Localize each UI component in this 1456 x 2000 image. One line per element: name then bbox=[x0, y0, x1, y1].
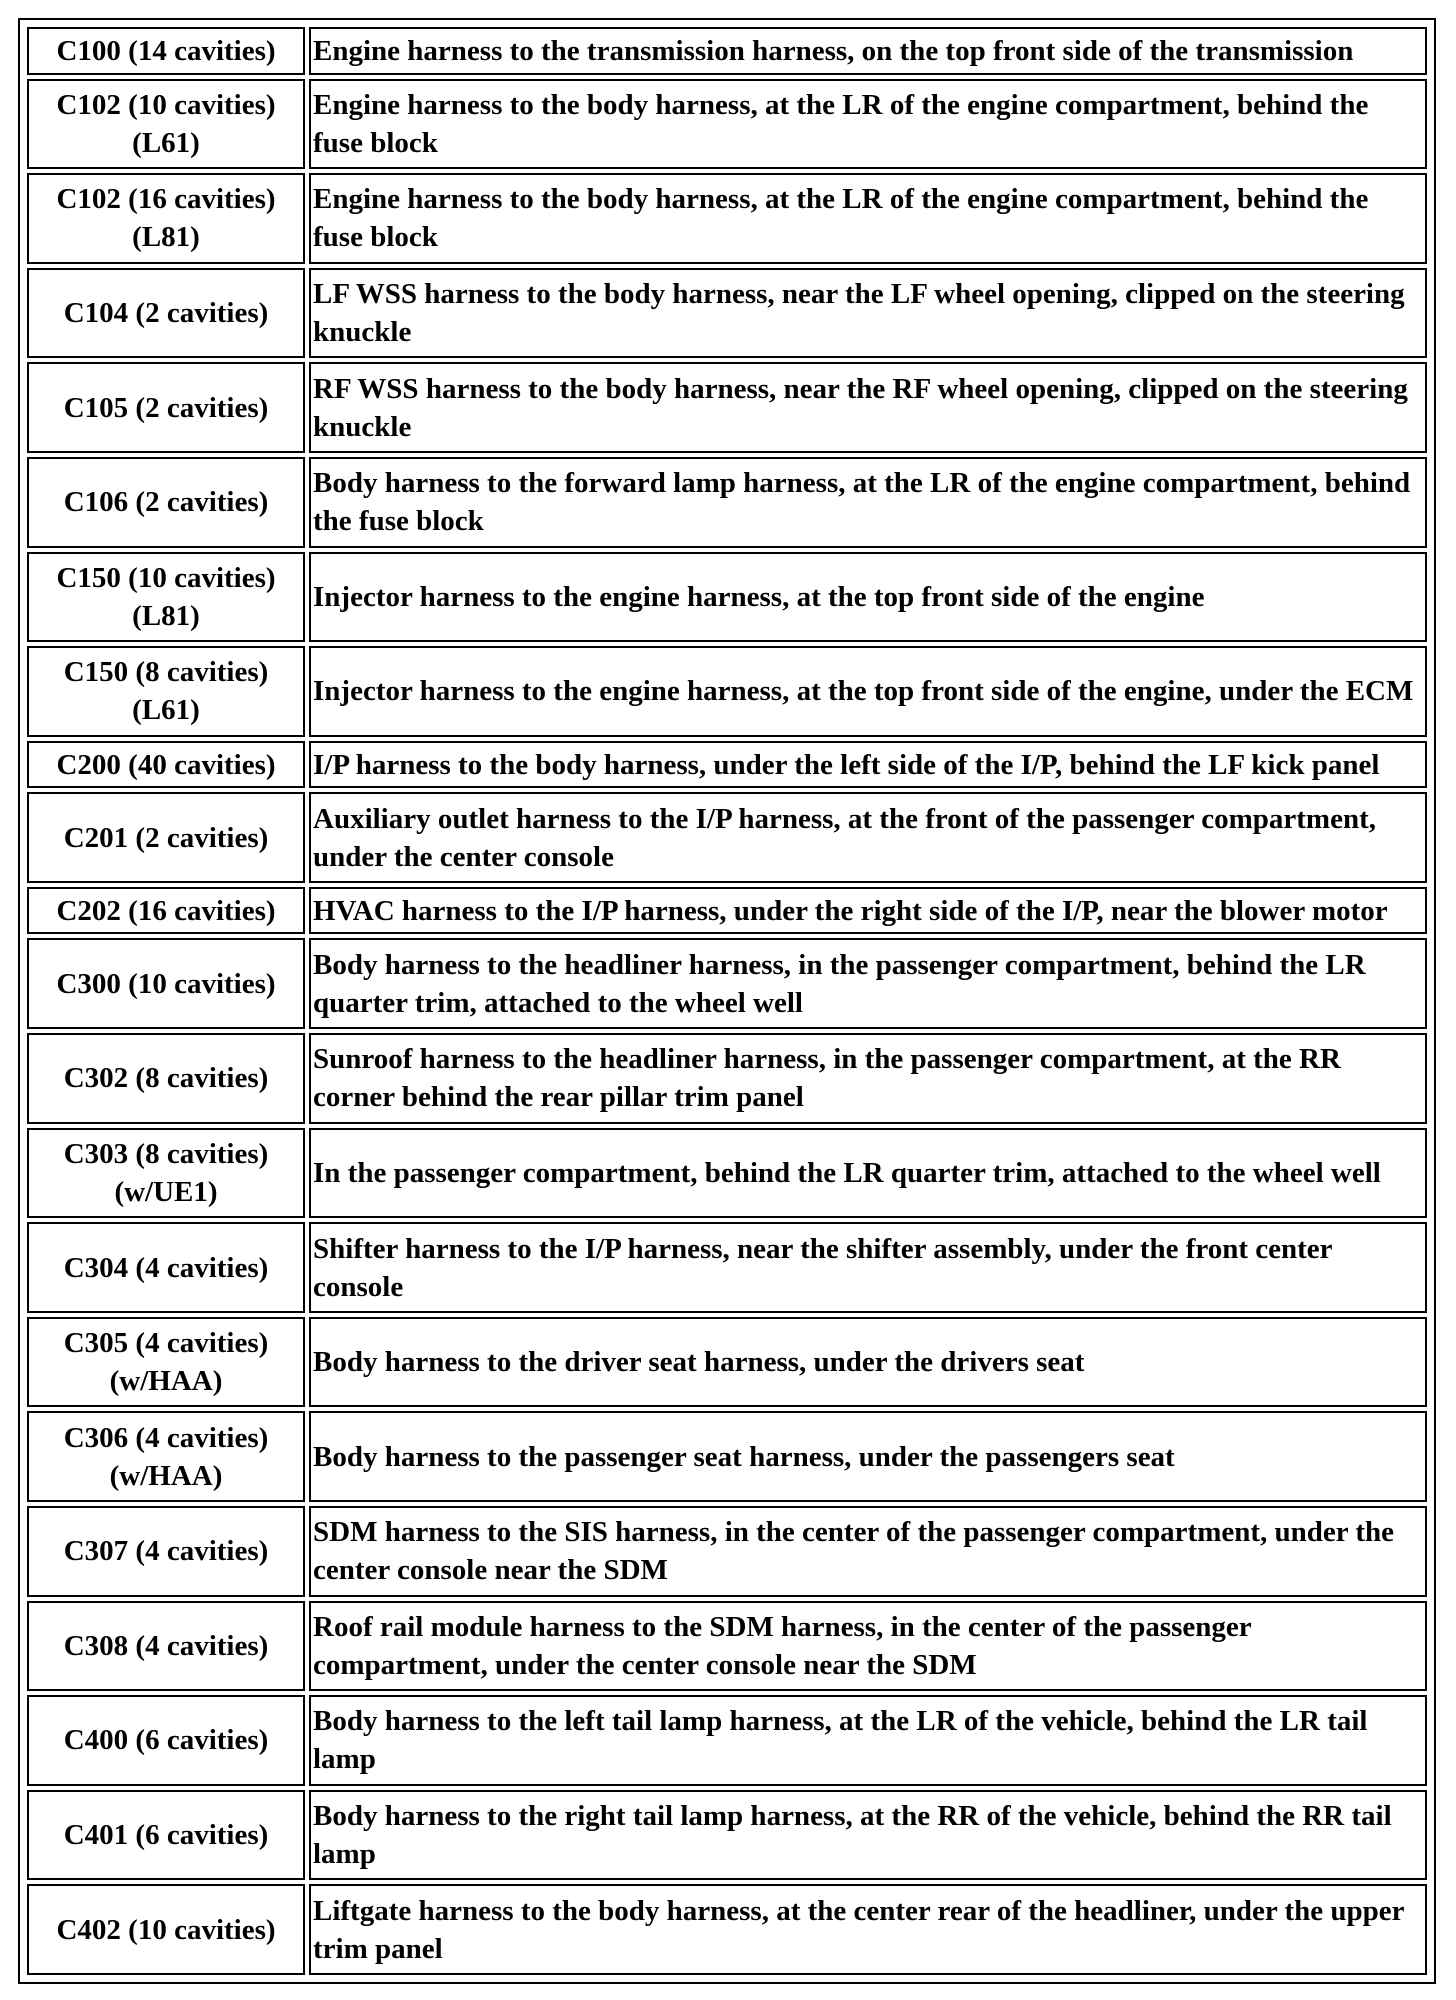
connector-location: In the passenger compartment, behind the LR quarter trim, attached to the wheel well bbox=[309, 1128, 1427, 1219]
connector-id-cell bbox=[27, 1790, 305, 1881]
table-row bbox=[27, 1222, 1427, 1313]
connector-id-cell bbox=[27, 552, 305, 643]
connector-id: C100 (14 cavities) bbox=[56, 34, 276, 67]
connector-id: C402 (10 cavities) bbox=[56, 1913, 276, 1946]
connector-id-cell bbox=[27, 362, 305, 453]
connector-id: C200 (40 cavities) bbox=[56, 748, 276, 781]
table-row bbox=[27, 79, 1427, 170]
connector-id: C104 (2 cavities) bbox=[63, 297, 269, 330]
table-row bbox=[27, 887, 1427, 935]
connector-id: C150 (10 cavities) bbox=[56, 561, 276, 594]
table-row bbox=[27, 792, 1427, 883]
connector-option: (L81) bbox=[132, 221, 200, 254]
connector-location: Engine harness to the transmission harness, on the top front side of the transmission bbox=[309, 27, 1427, 75]
connector-location: Body harness to the passenger seat harness, under the passengers seat bbox=[309, 1411, 1427, 1502]
connector-id-cell bbox=[27, 938, 305, 1029]
table-row bbox=[27, 173, 1427, 264]
table-row bbox=[27, 1884, 1427, 1975]
table-row bbox=[27, 1695, 1427, 1786]
connector-id: C304 (4 cavities) bbox=[63, 1251, 269, 1284]
table-row bbox=[27, 1506, 1427, 1597]
connector-location: Injector harness to the engine harness, at the top front side of the engine bbox=[309, 552, 1427, 643]
connector-option: (w/UE1) bbox=[114, 1175, 218, 1208]
connector-id: C105 (2 cavities) bbox=[63, 391, 269, 424]
connector-option: (L61) bbox=[132, 126, 200, 159]
connector-id: C308 (4 cavities) bbox=[63, 1629, 269, 1662]
connector-option: (L61) bbox=[132, 694, 200, 727]
connector-location: Auxiliary outlet harness to the I/P harness, at the front of the passenger compartment, under the center console bbox=[309, 792, 1427, 883]
connector-id: C302 (8 cavities) bbox=[63, 1062, 269, 1095]
connector-id: C150 (8 cavities) bbox=[63, 656, 269, 689]
connector-location: Shifter harness to the I/P harness, near the shifter assembly, under the front center console bbox=[309, 1222, 1427, 1313]
connector-option: (w/HAA) bbox=[109, 1365, 223, 1398]
connector-table bbox=[23, 23, 1431, 1979]
connector-id: C303 (8 cavities) bbox=[63, 1137, 269, 1170]
connector-id: C102 (10 cavities) bbox=[56, 88, 276, 121]
table-row bbox=[27, 938, 1427, 1029]
connector-id-cell bbox=[27, 1884, 305, 1975]
connector-table-frame bbox=[18, 18, 1436, 1984]
connector-location: Body harness to the driver seat harness, under the drivers seat bbox=[309, 1317, 1427, 1408]
connector-id: C102 (16 cavities) bbox=[56, 183, 276, 216]
connector-id-cell bbox=[27, 1506, 305, 1597]
connector-id: C401 (6 cavities) bbox=[63, 1819, 269, 1852]
table-row bbox=[27, 457, 1427, 548]
connector-location: Body harness to the left tail lamp harness, at the LR of the vehicle, behind the LR tail lamp bbox=[309, 1695, 1427, 1786]
connector-location: RF WSS harness to the body harness, near the RF wheel opening, clipped on the steering knuckle bbox=[309, 362, 1427, 453]
connector-option: (w/HAA) bbox=[109, 1459, 223, 1492]
connector-id: C300 (10 cavities) bbox=[56, 967, 276, 1000]
connector-location: Engine harness to the body harness, at the LR of the engine compartment, behind the fuse block bbox=[309, 79, 1427, 170]
connector-id: C202 (16 cavities) bbox=[56, 894, 276, 927]
connector-location: Injector harness to the engine harness, at the top front side of the engine, under the ECM bbox=[309, 646, 1427, 737]
connector-location: Engine harness to the body harness, at the LR of the engine compartment, behind the fuse block bbox=[309, 173, 1427, 264]
connector-id-cell bbox=[27, 792, 305, 883]
connector-id-cell bbox=[27, 1317, 305, 1408]
connector-id-cell bbox=[27, 1601, 305, 1692]
table-row bbox=[27, 1317, 1427, 1408]
table-row bbox=[27, 1128, 1427, 1219]
connector-location: LF WSS harness to the body harness, near the LF wheel opening, clipped on the steering knuckle bbox=[309, 268, 1427, 359]
table-row bbox=[27, 552, 1427, 643]
connector-id-cell bbox=[27, 1411, 305, 1502]
connector-id-cell bbox=[27, 457, 305, 548]
connector-table-body bbox=[27, 27, 1427, 1975]
table-row bbox=[27, 1411, 1427, 1502]
connector-location: I/P harness to the body harness, under the left side of the I/P, behind the LF kick panel bbox=[309, 741, 1427, 789]
connector-location: Roof rail module harness to the SDM harness, in the center of the passenger compartment, under the center console near the SDM bbox=[309, 1601, 1427, 1692]
connector-location: Body harness to the forward lamp harness, at the LR of the engine compartment, behind the fuse block bbox=[309, 457, 1427, 548]
connector-location: HVAC harness to the I/P harness, under the right side of the I/P, near the blower motor bbox=[309, 887, 1427, 935]
connector-location: SDM harness to the SIS harness, in the center of the passenger compartment, under the center console near the SDM bbox=[309, 1506, 1427, 1597]
table-row bbox=[27, 268, 1427, 359]
table-row bbox=[27, 27, 1427, 75]
table-row bbox=[27, 362, 1427, 453]
connector-id-cell bbox=[27, 741, 305, 789]
connector-id: C106 (2 cavities) bbox=[63, 486, 269, 519]
table-row bbox=[27, 1601, 1427, 1692]
connector-id-cell bbox=[27, 1222, 305, 1313]
connector-id: C305 (4 cavities) bbox=[63, 1327, 269, 1360]
connector-id-cell bbox=[27, 887, 305, 935]
connector-location: Body harness to the right tail lamp harness, at the RR of the vehicle, behind the RR tail lamp bbox=[309, 1790, 1427, 1881]
connector-location: Sunroof harness to the headliner harness, in the passenger compartment, at the RR corner behind the rear pillar trim panel bbox=[309, 1033, 1427, 1124]
connector-id-cell bbox=[27, 173, 305, 264]
connector-location: Liftgate harness to the body harness, at the center rear of the headliner, under the upper trim panel bbox=[309, 1884, 1427, 1975]
table-row bbox=[27, 1033, 1427, 1124]
connector-option: (L81) bbox=[132, 599, 200, 632]
connector-id: C307 (4 cavities) bbox=[63, 1535, 269, 1568]
connector-id-cell bbox=[27, 1695, 305, 1786]
connector-id-cell bbox=[27, 268, 305, 359]
connector-id-cell bbox=[27, 27, 305, 75]
connector-id-cell bbox=[27, 1128, 305, 1219]
connector-id: C400 (6 cavities) bbox=[63, 1724, 269, 1757]
table-row bbox=[27, 1790, 1427, 1881]
connector-location: Body harness to the headliner harness, in the passenger compartment, behind the LR quarter trim, attached to the wheel well bbox=[309, 938, 1427, 1029]
connector-id: C306 (4 cavities) bbox=[63, 1421, 269, 1454]
table-row bbox=[27, 646, 1427, 737]
connector-id: C201 (2 cavities) bbox=[63, 821, 269, 854]
connector-id-cell bbox=[27, 79, 305, 170]
table-row bbox=[27, 741, 1427, 789]
connector-id-cell bbox=[27, 646, 305, 737]
connector-id-cell bbox=[27, 1033, 305, 1124]
